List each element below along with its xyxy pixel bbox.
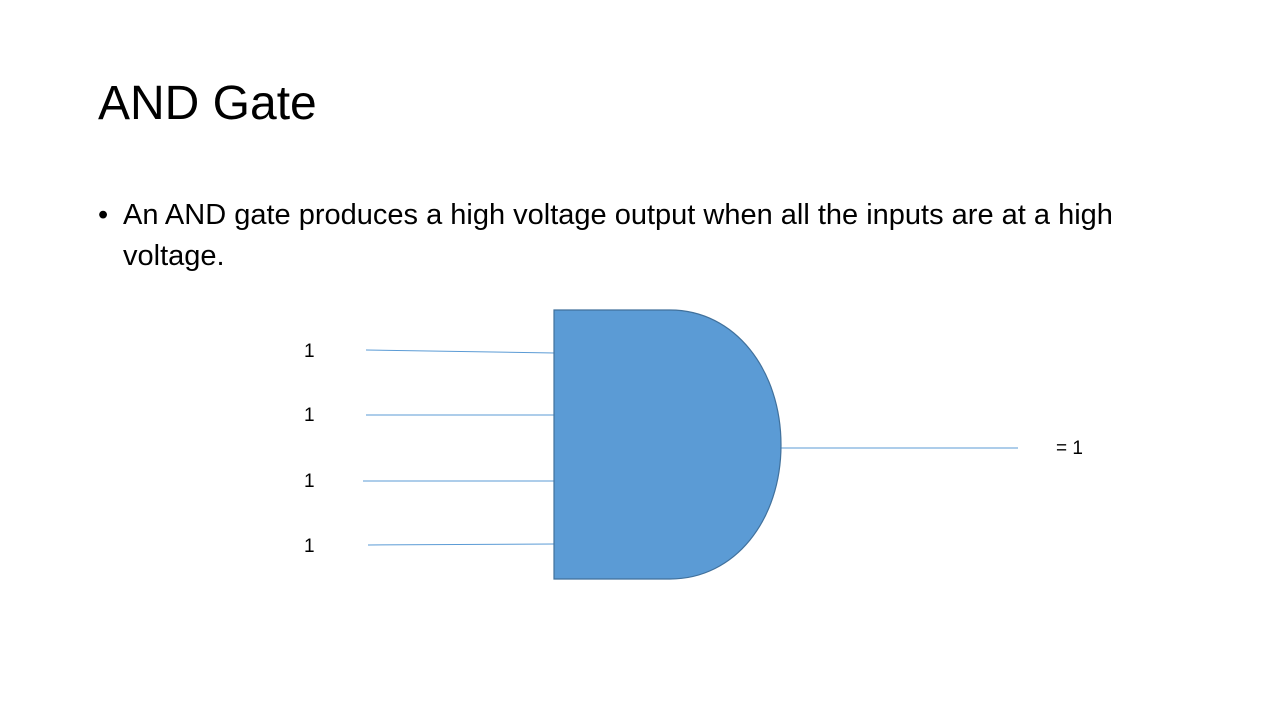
and-gate-shape [554, 310, 781, 579]
input-label-4: 1 [304, 536, 315, 557]
bullet-text: An AND gate produces a high voltage output when all the inputs are at a high voltage. [123, 199, 1113, 272]
output-label: = 1 [1056, 438, 1083, 459]
bullet-dot-icon: • [98, 199, 109, 231]
input-label-3: 1 [304, 471, 315, 492]
input-label-1: 1 [304, 341, 315, 362]
input-wire-4 [368, 544, 555, 545]
input-label-2: 1 [304, 405, 315, 426]
input-wire-1 [366, 350, 555, 353]
slide-title: AND Gate [98, 77, 317, 130]
